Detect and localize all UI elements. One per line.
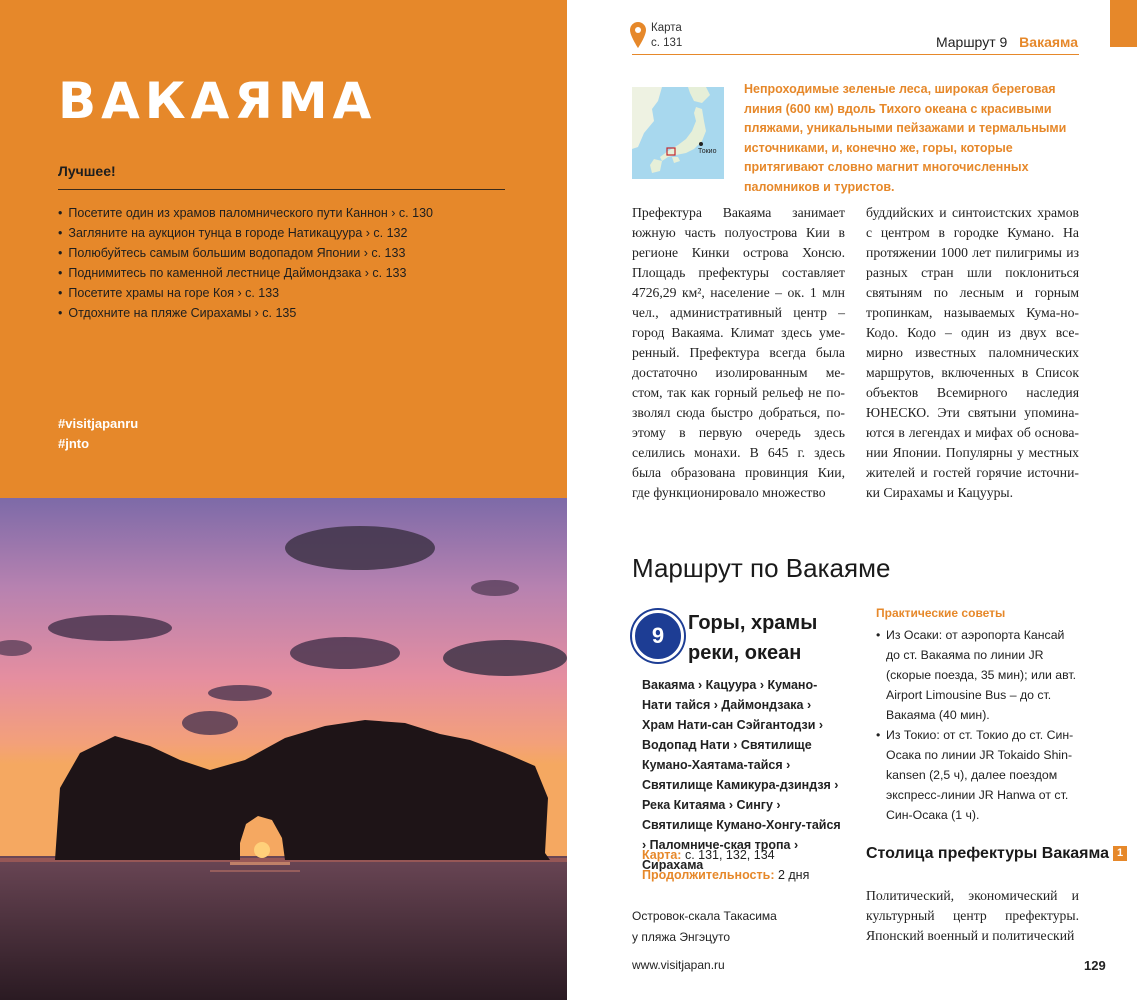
header-route-label: Маршрут 9 — [935, 34, 1008, 50]
map-ref-page: с. 131 — [651, 37, 683, 49]
best-heading: Лучшее! — [58, 163, 116, 179]
map-pin-icon — [630, 22, 646, 48]
sunset-rock-photo — [0, 498, 567, 1000]
page-title: ВАКАЯМА — [58, 72, 377, 130]
caption-line: у пляжа Энгэцуто — [632, 930, 731, 944]
route-map-ref — [642, 848, 775, 862]
tip-item: • Из Осаки: от аэропорта Кансай до ст. Вакаяма по линии JR (скорые поезда, 35 мин); или авт. Airport Limousine Bus – до ст. Вакаяма (40 мин). — [876, 625, 1081, 725]
route-subtitle-line: Горы, храмы — [688, 612, 818, 634]
route-map-label: Карта: — [642, 848, 682, 862]
hashtag-visitjapanru[interactable]: #visitjapanru — [58, 416, 139, 431]
route-duration-label: Продолжительность: — [642, 868, 775, 882]
hashtag-jnto[interactable]: #jnto — [58, 436, 90, 451]
route-duration-value: 2 дня — [777, 868, 810, 882]
best-list — [58, 203, 433, 323]
best-item: • Полюбуйтесь самым большим водопадом Японии › с. 133 — [58, 243, 433, 263]
best-item: • Посетите один из храмов паломнического пути Каннон › с. 130 — [58, 203, 433, 223]
photo-caption — [632, 906, 777, 948]
caption-line: Островок-скала Такасима — [632, 909, 777, 923]
route-section-title: Маршрут по Вакаяме — [632, 553, 891, 583]
route-map-value: с. 131, 132, 134 — [684, 848, 775, 862]
best-item: • Посетите храмы на горе Коя › с. 133 — [58, 283, 433, 303]
divider — [58, 189, 505, 190]
capital-heading-text: Столица префектуры Вакаяма — [866, 845, 1109, 862]
map-city-label: Токио — [698, 148, 717, 155]
best-item: • Поднимитесь по каменной лестнице Даймондзака › с. 133 — [58, 263, 433, 283]
route-subtitle-line: реки, океан — [688, 642, 802, 664]
capital-number-badge: 1 — [1113, 846, 1127, 861]
route-number-badge: 9 — [632, 610, 684, 662]
footer-url-link[interactable]: www.visitjapan.ru — [632, 958, 725, 972]
japan-locator-map — [632, 87, 724, 179]
section-tab — [1110, 0, 1137, 47]
body-column-1: Префектура Вакаяма занимает южную часть полуострова Кии в регионе Кинки острова Хонсю. Площадь префектуры составляет 4726,29 км², население – ок. 1 млн чел., административный центр – город Вакаяма. Климат здесь уме-ренный. Префектура всегда была достаточно изолированным ме-стом, так как горный рельеф не по-зволял сюда быстро добраться, по-этому в первую очередь здесь селились монахи. В 645 г. здесь была образована провинция Кии, где функционировало множество — [632, 205, 845, 500]
tips-heading: Практические советы — [876, 606, 1006, 620]
map-ref-label: Карта — [651, 22, 682, 34]
tip-item: • Из Токио: от ст. Токио до ст. Син-Осака по линии JR Tokaido Shin-kansen (2,5 ч), далее поездом экспресс-линии JR Hanwa от ст. Син-Осака (1 ч). — [876, 725, 1081, 825]
intro-lead: Непроходимые зеленые леса, широкая береговая линия (600 км) вдоль Тихого океана с красивыми пляжами, уникальными пейзажами и термальными источниками, и, конечно же, горы, которые притягивают словно магнит многочисленных паломников и туристов. — [744, 82, 1067, 194]
tips-list — [876, 625, 1081, 825]
best-item: • Загляните на аукцион тунца в городе Натикацуура › с. 132 — [58, 223, 433, 243]
capital-heading — [866, 844, 1127, 864]
route-subtitle — [688, 608, 817, 668]
route-stops: Вакаяма › Кацуура › Кумано-Нати тайся › Даймондзака › Храм Нати-сан Сэйгантодзи › Водопад Нати › Святилище Кумано-Хаятама-тайся › Святилище Камикура-дзиндзя › Река Китаяма › Сингу › Святилище Кумано-Хонгу-тайся › Паломниче-ская тропа › Сирахама — [642, 678, 841, 872]
sunset-rock-illustration — [0, 498, 567, 1000]
header-divider — [632, 54, 1079, 55]
capital-text: Политический, экономический и культурный центр префектуры. Японский военный и политический — [866, 888, 1079, 943]
body-column-2: буддийских и синтоистских храмов с центром в городке Кумано. На протяжении 1000 лет пилигримы из разных стран шли поклониться святыням по лесным и горным тропинкам, называемых Кума-но-Кодо. Кодо – один из двух все-мирно известных паломнических маршрутов, включенных в Список объектов Всемирного наследия ЮНЕСКО. Эти святыни упомина-ются в легендах и мифах об основа-нии Японии. Популярны у местных жителей и гостей горячие источни-ки Сирахамы и Кацууры. — [866, 205, 1079, 500]
map-reference[interactable] — [651, 21, 682, 51]
header-route-name: Вакаяма — [1019, 34, 1078, 50]
best-item: • Отдохните на пляже Сирахамы › с. 135 — [58, 303, 433, 323]
route-duration — [642, 868, 809, 882]
page-number: 129 — [1084, 958, 1106, 973]
running-header — [936, 34, 1078, 50]
